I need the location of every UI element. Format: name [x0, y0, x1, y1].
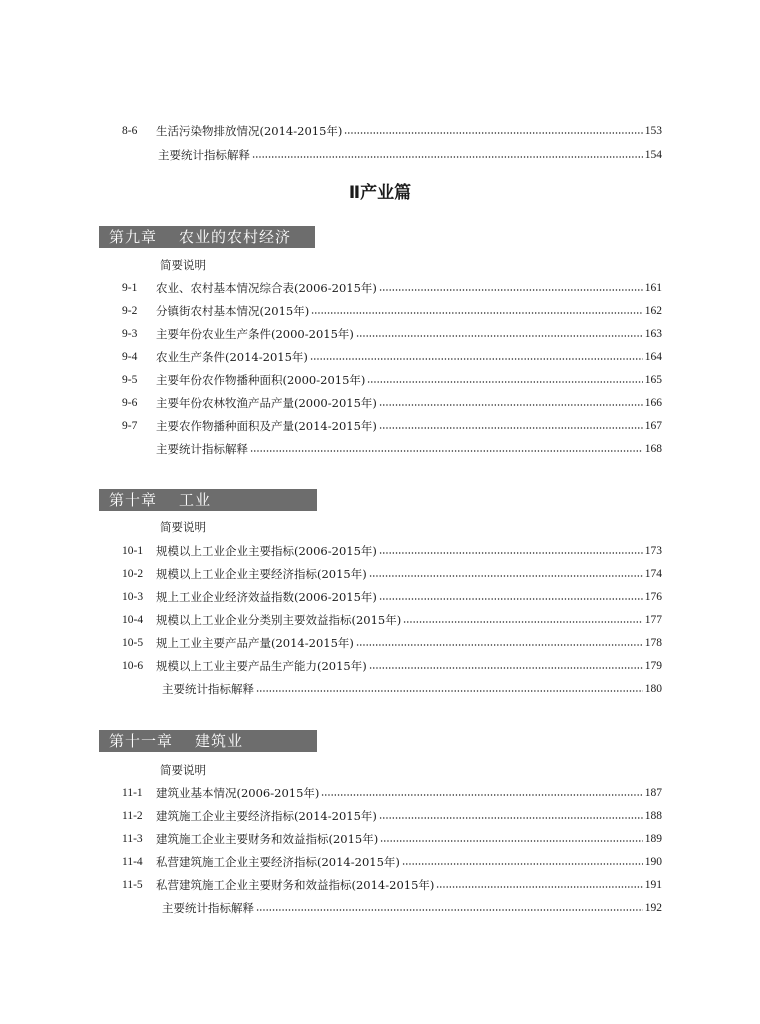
- toc-entry[interactable]: [122, 417, 662, 435]
- entry-title: 规模以上工业主要产品生产能力(2015年): [156, 659, 367, 673]
- leader-dots: [256, 690, 643, 692]
- entry-page: 180: [644, 683, 662, 695]
- toc-entry[interactable]: [122, 542, 662, 560]
- entry-page: 176: [644, 591, 662, 603]
- chapter-intro[interactable]: 简要说明: [160, 520, 206, 534]
- toc-entry[interactable]: [122, 302, 662, 320]
- leader-dots: [436, 886, 642, 888]
- toc-entry[interactable]: [122, 807, 662, 825]
- toc-entry[interactable]: [156, 440, 662, 458]
- entry-title: 私营建筑施工企业主要经济指标(2014-2015年): [156, 855, 400, 869]
- toc-entry[interactable]: [122, 634, 662, 652]
- entry-title: 规模以上工业企业主要指标(2006-2015年): [156, 544, 377, 558]
- entry-page: 165: [644, 374, 662, 386]
- entry-title: 主要统计指标解释: [162, 901, 254, 915]
- toc-entry[interactable]: [122, 657, 662, 675]
- entry-title: 分镇街农村基本情况(2015年): [156, 304, 310, 318]
- entry-title: 规上工业主要产品产量(2014-2015年): [156, 636, 354, 650]
- entry-page: 167: [644, 420, 662, 432]
- chapter-heading[interactable]: [99, 226, 315, 248]
- entry-number: 9-5: [122, 374, 138, 386]
- entry-title: 农业、农村基本情况综合表(2006-2015年): [156, 281, 377, 295]
- toc-entry[interactable]: [122, 325, 662, 343]
- leader-dots: [380, 840, 643, 842]
- leader-dots: [379, 427, 643, 429]
- chapter-name: 建筑业: [195, 732, 244, 750]
- leader-dots: [321, 794, 642, 796]
- chapter-name: 农业的农村经济: [179, 228, 292, 246]
- toc-entry[interactable]: [122, 279, 662, 297]
- leader-dots: [379, 289, 643, 291]
- entry-number: 10-6: [122, 660, 144, 672]
- entry-page: 177: [644, 614, 662, 626]
- leader-dots: [344, 132, 642, 134]
- leader-dots: [310, 358, 643, 360]
- entry-title: 主要统计指标解释: [158, 148, 250, 162]
- entry-page: 189: [644, 833, 662, 845]
- entry-page: 173: [644, 545, 662, 557]
- entry-page: 192: [644, 902, 662, 914]
- toc-entry[interactable]: [162, 899, 662, 917]
- toc-entry[interactable]: [122, 876, 662, 894]
- chapter-intro[interactable]: 简要说明: [160, 763, 206, 777]
- entry-page: 153: [644, 125, 662, 137]
- toc-entry[interactable]: [122, 784, 662, 802]
- toc-entry[interactable]: [122, 348, 662, 366]
- leader-dots: [356, 335, 643, 337]
- entry-number: 9-7: [122, 420, 138, 432]
- entry-page: 191: [644, 879, 662, 891]
- entry-number: 8-6: [122, 125, 138, 137]
- toc-entry[interactable]: [122, 830, 662, 848]
- leader-dots: [369, 575, 643, 577]
- entry-number: 9-1: [122, 282, 138, 294]
- entry-title: 主要农作物播种面积及产量(2014-2015年): [156, 419, 377, 433]
- leader-dots: [379, 817, 643, 819]
- entry-title: 规模以上工业企业主要经济指标(2015年): [156, 567, 367, 581]
- leader-dots: [369, 667, 643, 669]
- entry-number: 11-2: [122, 810, 143, 822]
- chapter-label: 第十一章: [109, 732, 174, 750]
- chapter-label: 第十章: [109, 491, 158, 509]
- leader-dots: [250, 450, 643, 452]
- toc-entry[interactable]: [158, 146, 662, 164]
- leader-dots: [403, 621, 643, 623]
- entry-page: 174: [644, 568, 662, 580]
- entry-number: 9-2: [122, 305, 138, 317]
- leader-dots: [356, 644, 643, 646]
- chapter-label: 第九章: [109, 228, 158, 246]
- entry-number: 11-5: [122, 879, 143, 891]
- entry-title: 主要年份农林牧渔产品产量(2000-2015年): [156, 396, 377, 410]
- leader-dots: [402, 863, 643, 865]
- entry-page: 179: [644, 660, 662, 672]
- entry-page: 166: [644, 397, 662, 409]
- entry-title: 主要统计指标解释: [162, 682, 254, 696]
- leader-dots: [252, 156, 643, 158]
- entry-title: 建筑施工企业主要经济指标(2014-2015年): [156, 809, 377, 823]
- entry-number: 9-4: [122, 351, 138, 363]
- entry-page: 168: [644, 443, 662, 455]
- entry-title: 规上工业企业经济效益指数(2006-2015年): [156, 590, 377, 604]
- toc-entry[interactable]: [162, 680, 662, 698]
- toc-entry[interactable]: [122, 565, 662, 583]
- entry-number: 10-4: [122, 614, 144, 626]
- toc-entry[interactable]: [122, 588, 662, 606]
- leader-dots: [379, 598, 643, 600]
- entry-page: 178: [644, 637, 662, 649]
- entry-title: 建筑业基本情况(2006-2015年): [156, 786, 320, 800]
- entry-number: 10-2: [122, 568, 144, 580]
- entry-title: 主要年份农作物播种面积(2000-2015年): [156, 373, 366, 387]
- entry-title: 建筑施工企业主要财务和效益指标(2015年): [156, 832, 379, 846]
- toc-entry[interactable]: [122, 853, 662, 871]
- entry-number: 11-1: [122, 787, 143, 799]
- entry-page: 164: [644, 351, 662, 363]
- toc-entry[interactable]: [122, 394, 662, 412]
- entry-title: 规模以上工业企业分类别主要效益指标(2015年): [156, 613, 402, 627]
- entry-page: 190: [644, 856, 662, 868]
- entry-title: 农业生产条件(2014-2015年): [156, 350, 308, 364]
- leader-dots: [379, 404, 643, 406]
- entry-page: 161: [644, 282, 662, 294]
- entry-page: 154: [644, 149, 662, 161]
- chapter-heading[interactable]: [99, 489, 317, 511]
- toc-entry[interactable]: [122, 611, 662, 629]
- entry-number: 11-4: [122, 856, 143, 868]
- entry-title: 生活污染物排放情况(2014-2015年): [156, 124, 343, 138]
- leader-dots: [256, 909, 643, 911]
- entry-number: 10-5: [122, 637, 144, 649]
- leader-dots: [311, 312, 643, 314]
- leader-dots: [379, 552, 643, 554]
- entry-number: 9-6: [122, 397, 138, 409]
- entry-page: 188: [644, 810, 662, 822]
- entry-title: 主要年份农业生产条件(2000-2015年): [156, 327, 354, 341]
- chapter-intro[interactable]: 简要说明: [160, 258, 206, 272]
- entry-number: 9-3: [122, 328, 138, 340]
- entry-page: 163: [644, 328, 662, 340]
- part-title: Ⅱ产业篇: [348, 183, 412, 203]
- entry-page: 187: [644, 787, 662, 799]
- entry-number: 10-3: [122, 591, 144, 603]
- entry-number: 11-3: [122, 833, 143, 845]
- leader-dots: [367, 381, 642, 383]
- entry-number: 10-1: [122, 545, 144, 557]
- chapter-name: 工业: [179, 491, 212, 509]
- toc-entry[interactable]: [122, 122, 662, 140]
- entry-page: 162: [644, 305, 662, 317]
- chapter-heading[interactable]: [99, 730, 317, 752]
- entry-title: 主要统计指标解释: [156, 442, 248, 456]
- entry-title: 私营建筑施工企业主要财务和效益指标(2014-2015年): [156, 878, 435, 892]
- toc-entry[interactable]: [122, 371, 662, 389]
